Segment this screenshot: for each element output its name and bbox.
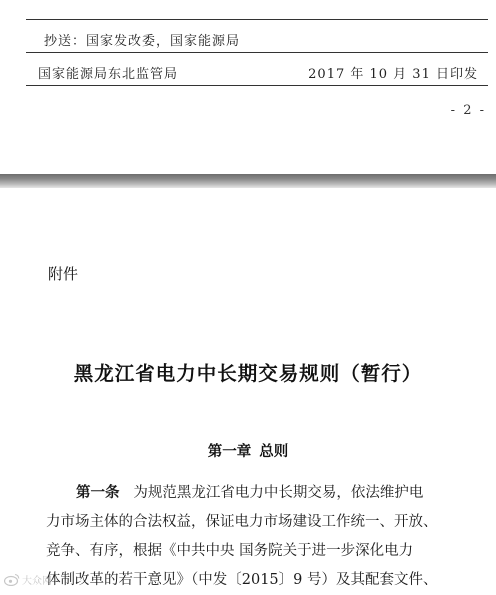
article-paragraph <box>46 479 486 595</box>
page-number: - 2 - <box>450 103 486 118</box>
watermark-logo-icon <box>4 573 20 586</box>
watermark-text: 大众网 <box>22 576 52 587</box>
article-text-line-2: 力市场主体的合法权益，保证电力市场建设工作统一、开放、 <box>46 514 438 530</box>
attachment-label: 附件 <box>48 265 79 283</box>
watermark <box>4 572 52 587</box>
article-text-line-1: 为规范黑龙江省电力中长期交易，依法维护电 <box>133 485 424 501</box>
article-label: 第一条 <box>76 485 120 501</box>
document-title: 黑龙江省电力中长期交易规则（暂行） <box>73 362 423 385</box>
previous-page <box>0 0 496 174</box>
paragraph-line <box>46 479 486 508</box>
chapter-heading <box>0 440 496 461</box>
chapter-title: 总则 <box>259 444 289 460</box>
issue-date: 2017 年 10 月 31 日印发 <box>308 67 478 82</box>
bottom-rule <box>26 85 488 86</box>
middle-rule <box>26 52 488 53</box>
chapter-number: 第一章 <box>207 444 252 460</box>
issuer-name: 国家能源局东北监管局 <box>38 67 179 82</box>
top-rule <box>26 19 488 20</box>
page-break-shadow <box>0 174 496 188</box>
article-text-line-4: 体制改革的若干意见》（中发〔2015〕9 号）及其配套文件、 <box>46 572 438 588</box>
cc-line: 抄送：国家发改委，国家能源局 <box>44 34 241 49</box>
article-text-line-3: 竞争、有序，根据《中共中央 国务院关于进一步深化电力 <box>46 543 414 559</box>
